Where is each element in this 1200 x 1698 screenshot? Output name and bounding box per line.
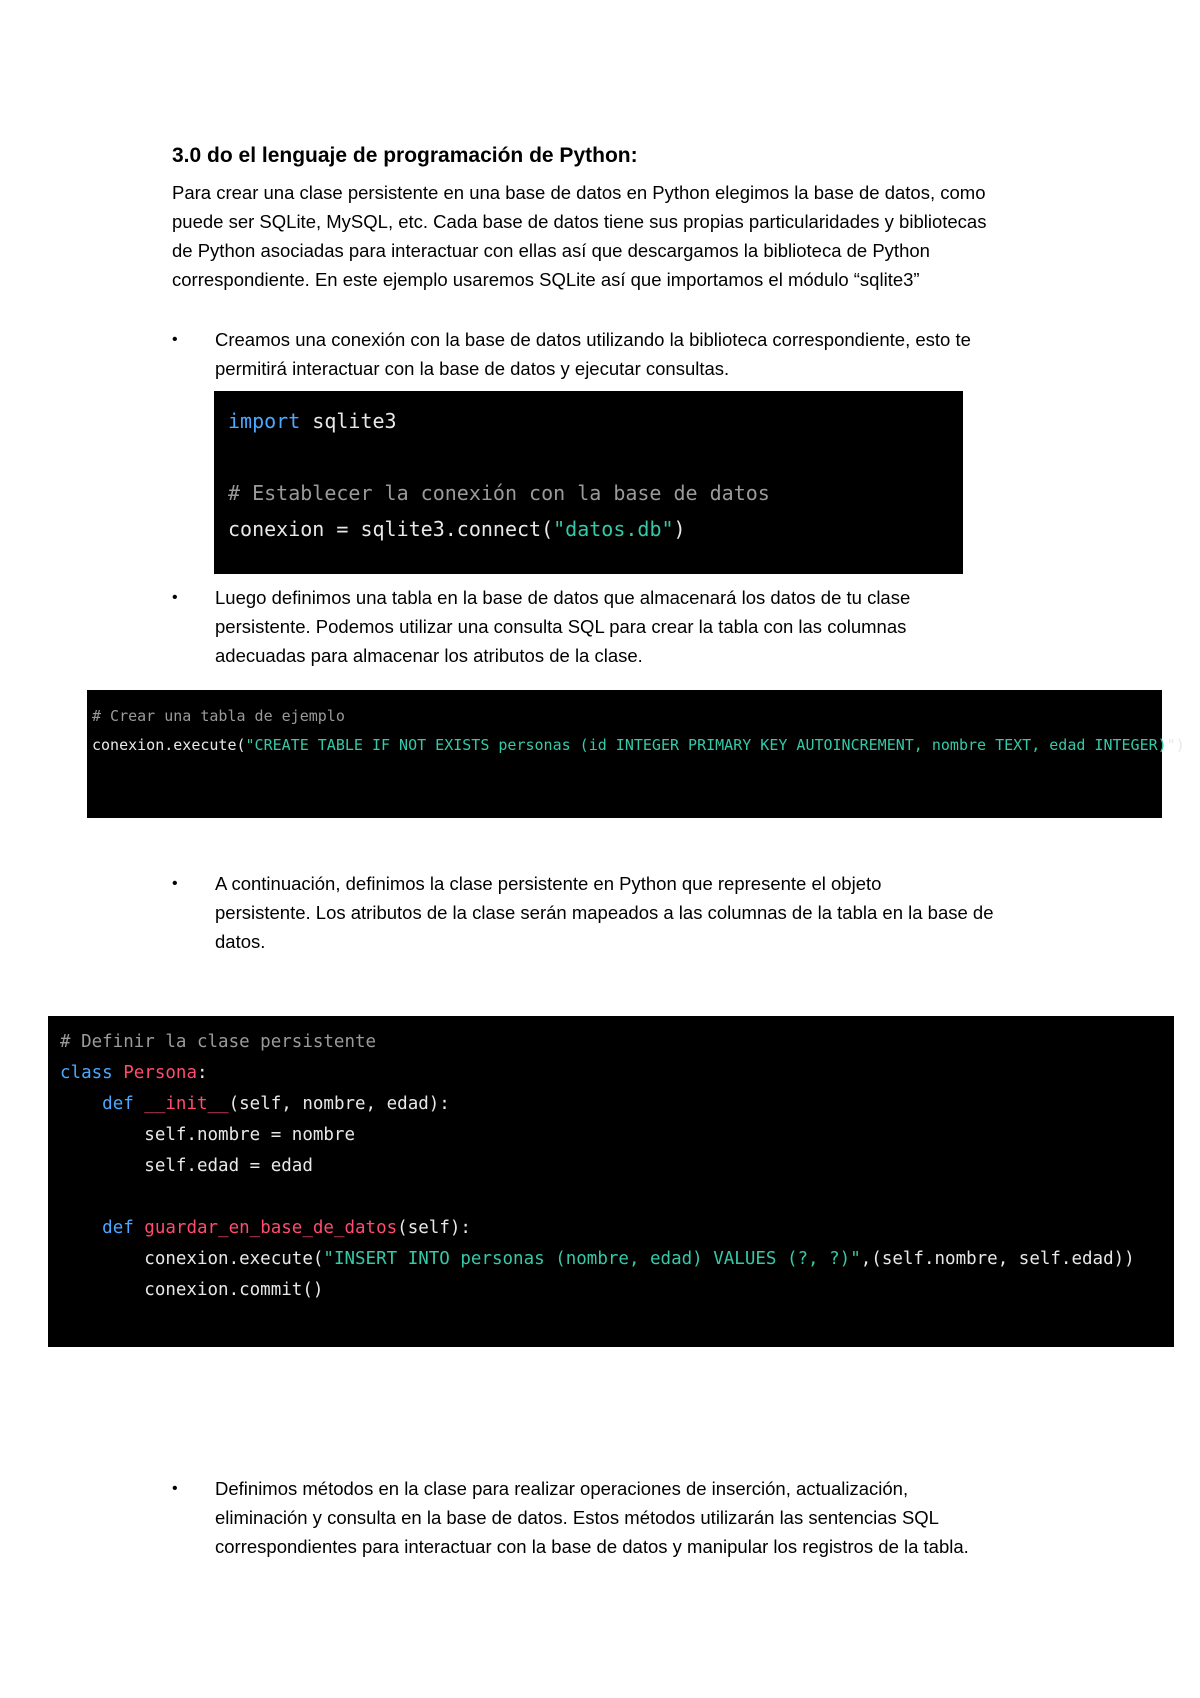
code-function-name: __init__ bbox=[133, 1094, 229, 1114]
code-text: conexion.execute( bbox=[60, 1249, 324, 1269]
code-string: "datos.db" bbox=[553, 517, 674, 541]
code-string: "INSERT INTO personas (nombre, edad) VALUES (?, ?)" bbox=[323, 1249, 861, 1269]
bullet-item-connection bbox=[172, 325, 1072, 383]
bullet-item-methods bbox=[172, 1474, 1072, 1561]
bullet-line: persistente. Los atributos de la clase serán mapeados a las columnas de la tabla en la base de bbox=[215, 902, 994, 923]
code-line bbox=[228, 511, 949, 547]
code-function-name: guardar_en_base_de_datos bbox=[133, 1218, 398, 1238]
code-string: "CREATE TABLE IF NOT EXISTS personas (id INTEGER PRIMARY KEY AUTOINCREMENT, nombre TEXT, edad INTEGER) bbox=[245, 736, 1167, 754]
code-keyword: def bbox=[102, 1218, 134, 1238]
code-line bbox=[60, 1213, 1162, 1244]
code-comment: # Crear una tabla de ejemplo bbox=[92, 707, 345, 725]
bullet-icon: • bbox=[172, 1480, 178, 1497]
bullet-item-table bbox=[172, 583, 1072, 670]
bullet-icon: • bbox=[172, 331, 178, 348]
code-text: sqlite3 bbox=[300, 409, 397, 433]
intro-line: puede ser SQLite, MySQL, etc. Cada base de datos tiene sus propias particularidades y bibliotecas bbox=[172, 211, 987, 232]
section-heading: 3.0 do el lenguaje de programación de Python: bbox=[172, 144, 638, 167]
intro-line: correspondiente. En este ejemplo usaremos SQLite así que importamos el módulo “sqlite3” bbox=[172, 269, 920, 290]
bullet-line: eliminación y consulta en la base de datos. Estos métodos utilizarán las sentencias SQL bbox=[215, 1507, 939, 1528]
bullet-line: persistente. Podemos utilizar una consulta SQL para crear la tabla con las columnas bbox=[215, 616, 907, 637]
code-line-blank bbox=[60, 1182, 1162, 1213]
code-keyword: def bbox=[102, 1094, 134, 1114]
code-text: conexion = sqlite3.connect( bbox=[228, 517, 554, 541]
bullet-line: Luego definimos una tabla en la base de datos que almacenará los datos de tu clase bbox=[215, 587, 911, 608]
bullet-line: datos. bbox=[215, 931, 266, 952]
bullet-text bbox=[215, 1474, 1072, 1561]
code-text: (self): bbox=[397, 1218, 471, 1238]
bullet-text bbox=[215, 869, 1072, 956]
bullet-line: permitirá interactuar con la base de datos y ejecutar consultas. bbox=[215, 358, 730, 379]
bullet-line: adecuadas para almacenar los atributos de la clase. bbox=[215, 645, 643, 666]
code-line bbox=[60, 1089, 1162, 1120]
code-line: conexion.commit() bbox=[60, 1280, 324, 1300]
intro-paragraph bbox=[172, 178, 1072, 294]
bullet-text bbox=[215, 583, 1072, 670]
code-comment: # Definir la clase persistente bbox=[60, 1032, 377, 1052]
code-text: ) bbox=[673, 517, 686, 541]
intro-line: Para crear una clase persistente en una base de datos en Python elegimos la base de datos, como bbox=[172, 182, 986, 203]
bullet-line: correspondientes para interactuar con la base de datos y manipular los registros de la tabla. bbox=[215, 1536, 969, 1557]
code-text: ") bbox=[1166, 736, 1185, 754]
code-block-import bbox=[214, 391, 963, 574]
bullet-line: Definimos métodos en la clase para realizar operaciones de inserción, actualización, bbox=[215, 1478, 909, 1499]
bullet-item-class bbox=[172, 869, 1072, 956]
code-block-class-definition bbox=[48, 1016, 1174, 1347]
code-line: self.edad = edad bbox=[60, 1156, 313, 1176]
code-line bbox=[92, 731, 1185, 760]
bullet-icon: • bbox=[172, 875, 178, 892]
code-keyword: class bbox=[60, 1063, 113, 1083]
code-text: conexion.execute( bbox=[92, 736, 246, 754]
bullet-icon: • bbox=[172, 589, 178, 606]
code-class-name: Persona bbox=[112, 1063, 197, 1083]
code-comment: # Establecer la conexión con la base de datos bbox=[228, 481, 770, 505]
code-line bbox=[60, 1058, 1162, 1089]
code-line-blank bbox=[228, 439, 949, 475]
code-keyword: import bbox=[228, 409, 301, 433]
bullet-text bbox=[215, 325, 1072, 383]
intro-line: de Python asociadas para interactuar con ellas así que descargamos la biblioteca de Python bbox=[172, 240, 930, 261]
code-text: : bbox=[196, 1063, 208, 1083]
bullet-line: A continuación, definimos la clase persistente en Python que represente el objeto bbox=[215, 873, 882, 894]
code-line bbox=[60, 1244, 1162, 1275]
code-block-create-table bbox=[87, 690, 1185, 818]
code-text: ,(self.nombre, self.edad)) bbox=[860, 1249, 1135, 1269]
code-text: (self, nombre, edad): bbox=[228, 1094, 450, 1114]
bullet-line: Creamos una conexión con la base de datos utilizando la biblioteca correspondiente, esto te bbox=[215, 329, 971, 350]
code-line: self.nombre = nombre bbox=[60, 1125, 356, 1145]
code-line bbox=[228, 403, 949, 439]
